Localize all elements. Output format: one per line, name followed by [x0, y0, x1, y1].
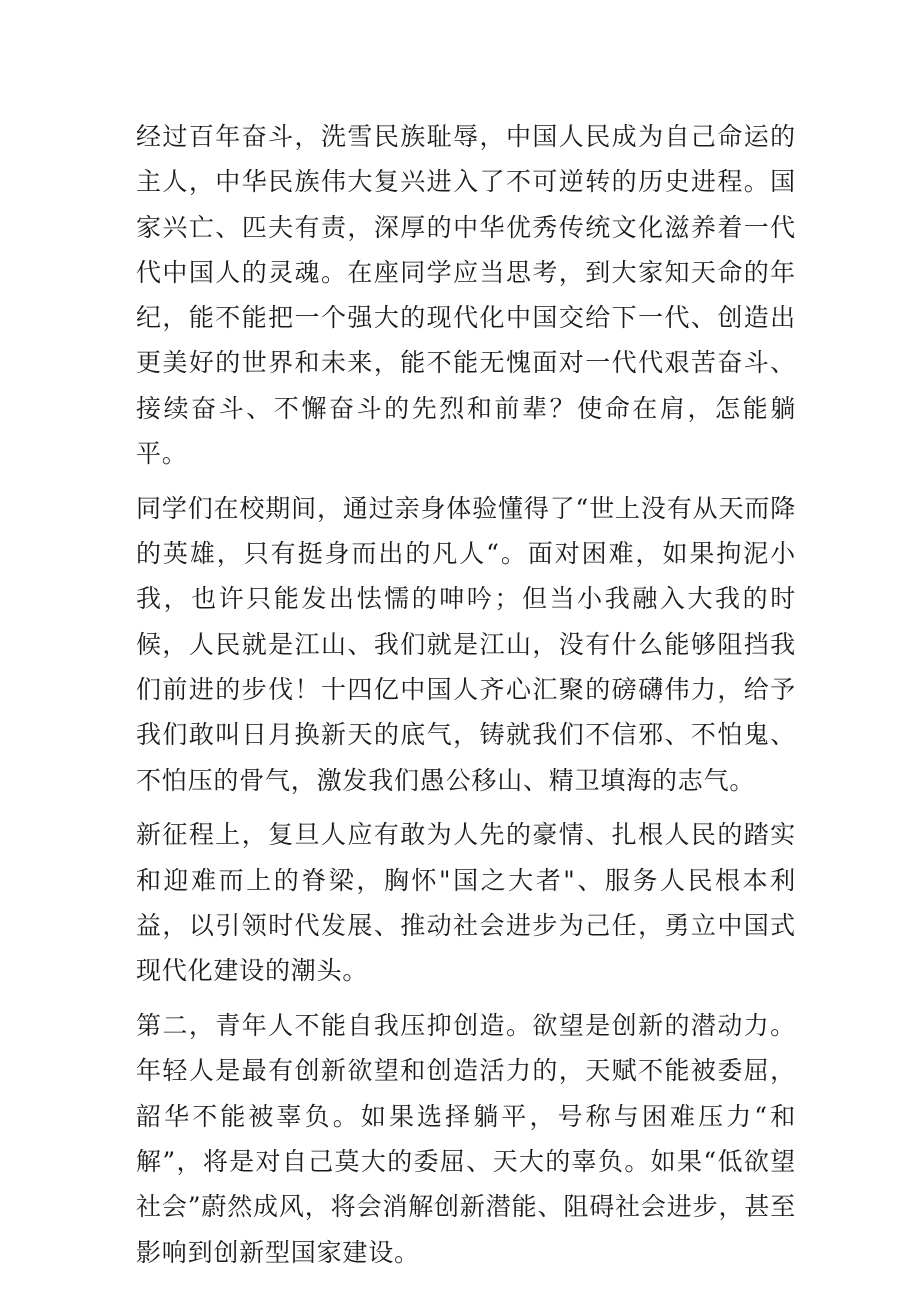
document-body: [136, 114, 796, 1284]
paragraph-2: 同学们在校期间，通过亲身体验懂得了“世上没有从天而降的英雄，只有挺身而出的凡人“。面对困难，如果拘泥小我，也许只能发出怯懦的呻吟；但当小我融入大我的时候，人民就是江山、我们就是江山，没有什么能够阻挡我们前进的步伐！十四亿中国人齐心汇聚的磅礴伟力，给予我们敢叫日月换新天的底气，铸就我们不信邪、不怕鬼、不怕压的骨气，激发我们愚公移山、精卫填海的志气。: [136, 493, 796, 795]
paragraph-3: 新征程上，复旦人应有敢为人先的豪情、扎根人民的踏实和迎难而上的脊梁，胸怀"国之大者"、服务人民根本利益，以引领时代发展、推动社会进步为己任，勇立中国式现代化建设的潮头。: [136, 820, 796, 986]
paragraph-1: 经过百年奋斗，洗雪民族耻辱，中国人民成为自己命运的主人，中华民族伟大复兴进入了不可逆转的历史进程。国家兴亡、匹夫有责，深厚的中华优秀传统文化滋养着一代代中国人的灵魂。在座同学应当思考，到大家知天命的年纪，能不能把一个强大的现代化中国交给下一代、创造出更美好的世界和未来，能不能无愧面对一代代艰苦奋斗、接续奋斗、不懈奋斗的先烈和前辈？使命在肩，怎能躺平。: [136, 122, 796, 469]
paragraph-4: 第二，青年人不能自我压抑创造。欲望是创新的潜动力。年轻人是最有创新欲望和创造活力的，天赋不能被委屈，韶华不能被辜负。如果选择躺平，号称与困难压力“和解”，将是对自己莫大的委屈、天大的辜负。如果“低欲望社会”蔚然成风，将会消解创新潜能、阻碍社会进步，甚至影响到创新型国家建设。: [136, 1011, 796, 1267]
